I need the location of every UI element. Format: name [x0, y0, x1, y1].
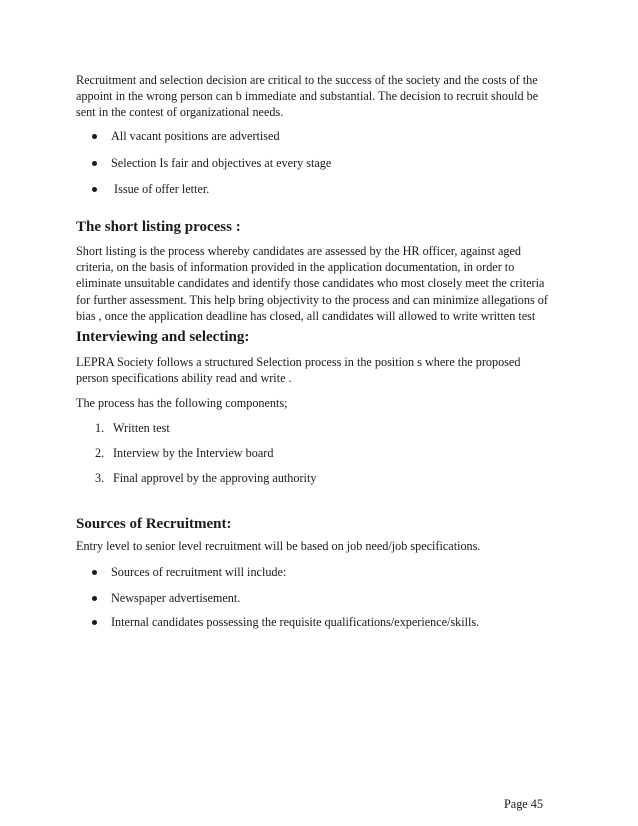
shortlisting-line: bias , once the application deadline has closed, all candidates will allowed to write written test: [76, 308, 536, 323]
item-number: 3.: [95, 471, 105, 485]
bullet-text: Internal candidates possessing the requisite qualifications/experience/skills.: [111, 615, 480, 629]
intro-paragraph: [76, 72, 570, 121]
page-number: Page 45: [504, 797, 543, 811]
shortlisting-line: Short listing is the process whereby candidates are assessed by the HR officer, against aged: [76, 244, 522, 258]
bullet-item: [92, 181, 209, 197]
shortlisting-line: eliminate unsuitable candidates and identify those candidates who most closely meet the criteria: [76, 276, 545, 291]
bullet-text: Issue of offer letter.: [111, 182, 210, 196]
item-text: Interview by the Interview board: [113, 446, 274, 460]
numbered-item: [95, 470, 316, 486]
bullet-icon: [92, 161, 97, 166]
bullet-text: Selection Is fair and objectives at every stage: [111, 156, 332, 170]
item-number: 1.: [95, 421, 105, 435]
numbered-item: [95, 420, 170, 436]
bullet-item: [92, 155, 331, 171]
bullet-icon: [92, 187, 97, 192]
item-number: 2.: [95, 446, 105, 460]
intro-line: Recruitment and selection decision are critical to the success of the society and the costs of the: [76, 73, 538, 87]
components-intro: The process has the following components;: [76, 396, 288, 410]
interviewing-paragraph: [76, 354, 570, 386]
interviewing-heading: Interviewing and selecting:: [76, 329, 250, 345]
shortlisting-line: for further assessment. This help bring objectivity to the process and can minimize allegations of: [76, 292, 548, 307]
bullet-text: All vacant positions are advertised: [111, 129, 280, 143]
shortlisting-heading: The short listing process :: [76, 219, 241, 235]
numbered-item: [95, 445, 273, 461]
shortlisting-line: criteria, on the basis of information provided in the application documentation, in order to: [76, 260, 515, 275]
bullet-item: [92, 614, 479, 630]
sources-heading: Sources of Recruitment:: [76, 516, 232, 532]
interviewing-line: person specifications ability read and write .: [76, 371, 292, 386]
bullet-item: [92, 590, 240, 606]
bullet-icon: [92, 596, 97, 601]
item-text: Final approvel by the approving authority: [113, 471, 317, 485]
interviewing-line: LEPRA Society follows a structured Selection process in the position s where the proposed: [76, 355, 521, 369]
item-text: Written test: [113, 421, 170, 435]
bullet-item: [92, 564, 286, 580]
bullet-text: Newspaper advertisement.: [111, 591, 241, 605]
intro-line: sent in the contest of organizational needs.: [76, 105, 284, 120]
bullet-item: [92, 128, 280, 144]
bullet-icon: [92, 620, 97, 625]
bullet-icon: [92, 570, 97, 575]
intro-line: appoint in the wrong person can b immediate and substantial. The decision to recruit should be: [76, 89, 539, 104]
bullet-icon: [92, 134, 97, 139]
sources-intro: Entry level to senior level recruitment will be based on job need/job specifications.: [76, 539, 481, 553]
shortlisting-paragraph: [76, 243, 570, 324]
bullet-text: Sources of recruitment will include:: [111, 565, 287, 579]
